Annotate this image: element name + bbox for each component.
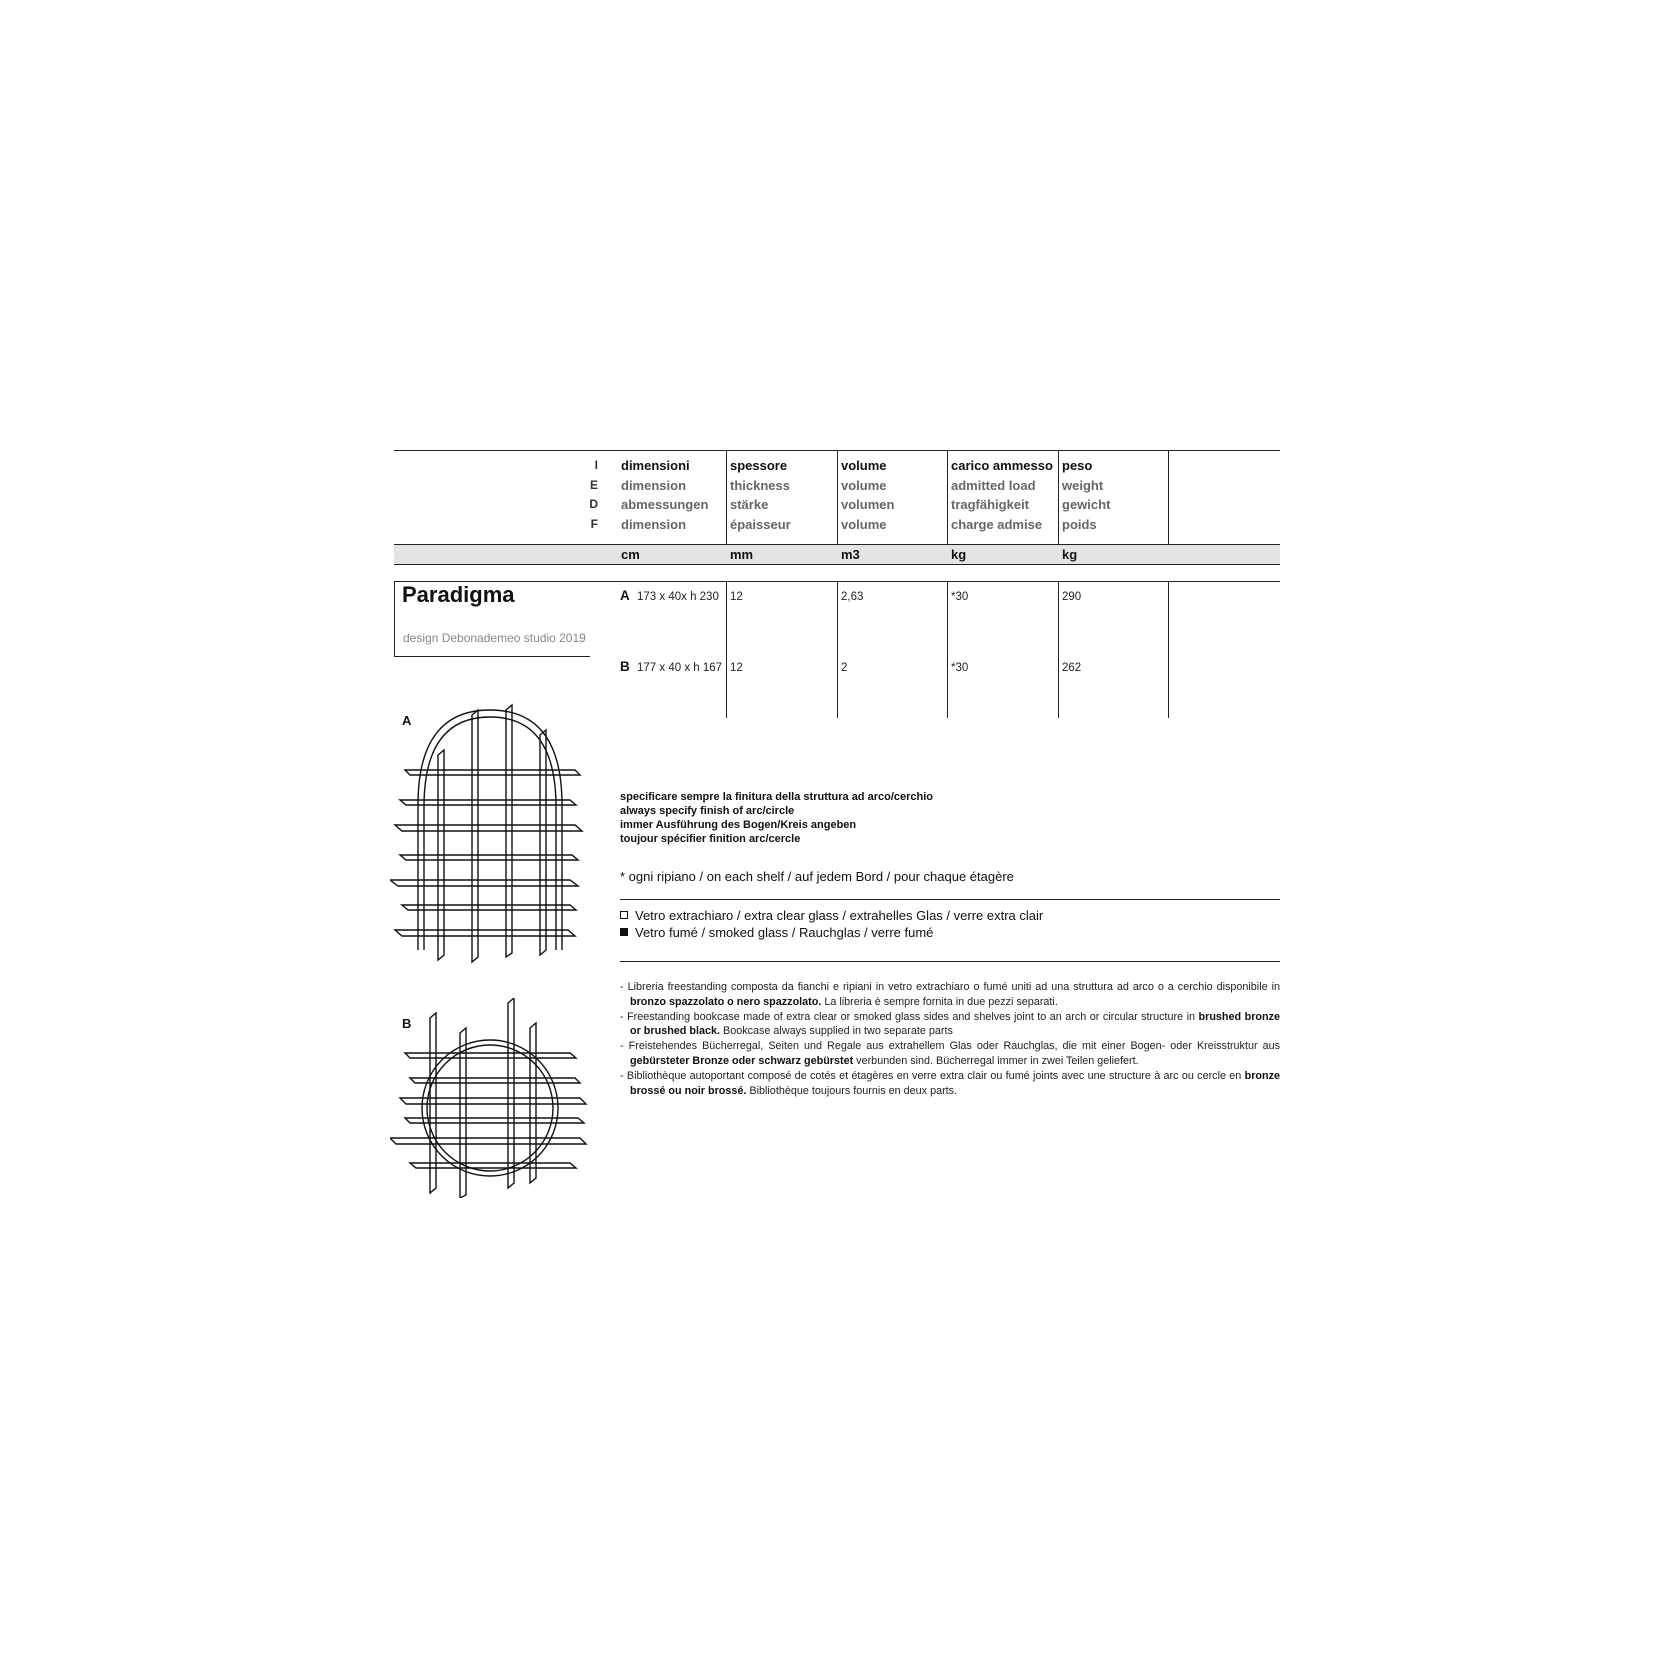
- lang-i: I: [594, 458, 598, 472]
- body-sep-1: [726, 582, 727, 718]
- row-a-volume: 2,63: [841, 591, 864, 603]
- row-a-thickness: 12: [730, 591, 743, 603]
- header-sep-1: [726, 451, 727, 544]
- title-box-left: [394, 581, 395, 657]
- row-a-label: A: [620, 588, 630, 603]
- shelf-load-note: * ogni ripiano / on each shelf / auf jedem Bord / pour chaque étagère: [620, 869, 1014, 884]
- row-b-weight: 262: [1062, 662, 1082, 674]
- glass-extra-clear: Vetro extrachiaro / extra clear glass / extrahelles Glas / verre extra clair: [620, 907, 1043, 924]
- title-box-bottom: [394, 656, 590, 657]
- unit-dimensions: cm: [621, 547, 640, 562]
- filled-square-icon: [620, 928, 628, 936]
- unit-load: kg: [951, 547, 967, 562]
- row-b-dimensions: 177 x 40 x h 167: [637, 662, 723, 674]
- body-sep-5: [1168, 582, 1169, 718]
- header-thickness: spessore thickness stärke épaisseur: [730, 458, 791, 532]
- header-sep-2: [837, 451, 838, 544]
- finish-note: [620, 790, 933, 846]
- finish-note-fr: toujour spécifier finition arc/cercle: [620, 833, 801, 845]
- header-load: carico ammesso admitted load tragfähigkeit charge admise: [951, 458, 1053, 532]
- lang-d: D: [589, 497, 598, 511]
- unit-volume: m3: [841, 547, 860, 562]
- row-b-load: *30: [951, 662, 969, 674]
- lang-f: F: [590, 516, 598, 531]
- row-b-thickness: 12: [730, 662, 743, 674]
- product-name: Paradigma: [402, 582, 515, 607]
- finish-note-de: immer Ausführung des Bogen/Kreis angeben: [620, 819, 857, 831]
- row-b-label: B: [620, 659, 630, 674]
- header-dimensions: dimensioni dimension abmessungen dimension: [621, 458, 709, 532]
- header-volume: volume volume volumen volume: [841, 458, 895, 532]
- unit-bar: [394, 544, 1280, 565]
- glass-rule-bottom: [620, 961, 1280, 962]
- empty-square-icon: [620, 911, 628, 919]
- description-it: - Libreria freestanding composta da fianchi e ripiani in vetro extrachiaro o fumé uniti ad una struttura ad arco o a cerchio disponibile in bronzo spazzolato o nero spazzolato. La libreria è sempre fornita in due pezzi separati.: [620, 981, 1280, 1008]
- unit-weight: kg: [1062, 547, 1078, 562]
- bookcase-a-drawing: [390, 695, 590, 965]
- glass-smoked: Vetro fumé / smoked glass / Rauchglas / verre fumé: [620, 924, 1043, 941]
- row-a-dimensions: 173 x 40x h 230: [637, 591, 719, 603]
- bookcase-b-drawing: [390, 998, 590, 1198]
- glass-options: [620, 907, 1043, 941]
- description-en: - Freestanding bookcase made of extra clear or smoked glass sides and shelves joint to an arch or circular structure in brushed bronze or brushed black. Bookcase always supplied in two separate parts: [620, 1010, 1280, 1038]
- row-b-volume: 2: [841, 662, 848, 674]
- body-sep-2: [837, 582, 838, 718]
- product-description: [620, 980, 1280, 1098]
- unit-thickness: mm: [730, 547, 754, 562]
- description-fr: - Bibliothèque autoportant composé de cotés et étagères en verre extra clair ou fumé joints avec une structure à arc ou cercle en bronze brossé ou noir brossé. Bibliothèque toujours fournis en deux parts.: [620, 1069, 1280, 1097]
- description-de: - Freistehendes Bücherregal, Seiten und Regale aus extrahellem Glas oder Rauchglas, die mit einer Bogen- oder Kreisstruktur aus gebürsteter Bronze oder schwarz gebürstet verbunden sind. Bücherregal immer in zwei Teilen geliefert.: [620, 1040, 1280, 1067]
- body-sep-3: [947, 582, 948, 718]
- designer-credit: design Debonademeo studio 2019: [403, 631, 586, 645]
- body-sep-4: [1058, 582, 1059, 718]
- lang-e: E: [589, 477, 598, 492]
- finish-note-en: always specify finish of arc/circle: [620, 805, 795, 817]
- row-a-weight: 290: [1062, 591, 1082, 603]
- header-sep-4: [1058, 451, 1059, 544]
- header-sep-5: [1168, 451, 1169, 544]
- row-a-load: *30: [951, 591, 969, 603]
- finish-note-it: specificare sempre la finitura della struttura ad arco/cerchio: [620, 791, 934, 803]
- language-codes: [582, 456, 598, 534]
- header-weight: peso weight gewicht poids: [1062, 458, 1111, 532]
- drawing-b-label: B: [402, 1016, 412, 1031]
- glass-rule-top: [620, 899, 1280, 900]
- header-sep-3: [947, 451, 948, 544]
- drawing-a-label: A: [402, 713, 412, 728]
